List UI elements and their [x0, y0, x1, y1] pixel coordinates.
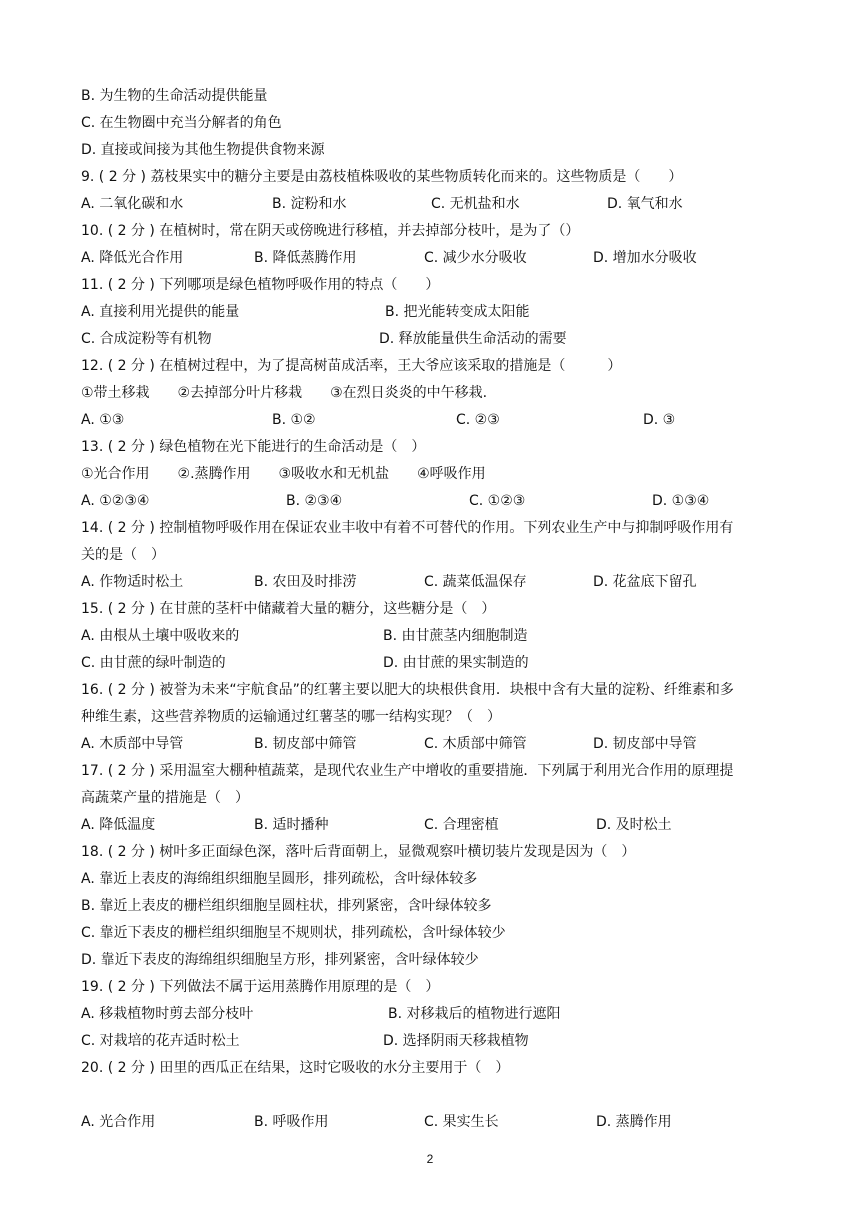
option: B. 韧皮部中筛管: [254, 736, 357, 752]
question-stem: 9. ( 2 分 ) 荔枝果实中的糖分主要是由荔枝植株吸收的某些物质转化而来的。这些物质是（ ）: [81, 169, 683, 185]
question-stem: 18. ( 2 分 ) 树叶多正面绿色深，落叶后背面朝上，显微观察叶横切装片发现是因为（ ）: [81, 844, 636, 860]
question-stem-continued: 关的是（ ）: [81, 547, 165, 563]
option: A. 靠近上表皮的海绵组织细胞呈圆形，排列疏松，含叶绿体较多: [81, 871, 478, 887]
option: D. 蒸腾作用: [596, 1114, 672, 1130]
question-stem: 19. ( 2 分 ) 下列做法不属于运用蒸腾作用原理的是（ ）: [81, 979, 440, 995]
option: D. 花盆底下留孔: [593, 574, 697, 590]
option: C. 减少水分吸收: [424, 250, 527, 266]
option-line: C. 在生物圈中充当分解者的角色: [81, 115, 282, 131]
option: B. 淀粉和水: [272, 196, 347, 212]
question-stem: 11. ( 2 分 ) 下列哪项是绿色植物呼吸作用的特点（ ）: [81, 277, 440, 293]
question-stem: 10. ( 2 分 ) 在植树时，常在阴天或傍晚进行移植，并去掉部分枝叶，是为了（）: [81, 223, 580, 239]
option: A. 降低光合作用: [81, 250, 184, 266]
option: D. 靠近下表皮的海绵组织细胞呈方形，排列紧密，含叶绿体较少: [81, 952, 479, 968]
option: C. 蔬菜低温保存: [424, 574, 527, 590]
question-stem-continued: 种维生素，这些营养物质的运输通过红薯茎的哪一结构实现？（ ）: [81, 709, 501, 725]
option: D. 选择阴雨天移栽植物: [383, 1033, 529, 1049]
option: A. 二氧化碳和水: [81, 196, 184, 212]
option: C. 木质部中筛管: [424, 736, 527, 752]
option: A. 由根从土壤中吸收来的: [81, 628, 240, 644]
option: A. 移栽植物时剪去部分枝叶: [81, 1006, 254, 1022]
option: B. 降低蒸腾作用: [254, 250, 357, 266]
question-stem-continued: 高蔬菜产量的措施是（ ）: [81, 790, 249, 806]
option: D. 及时松土: [596, 817, 672, 833]
option: D. 释放能量供生命活动的需要: [379, 331, 567, 347]
option: A. 木质部中导管: [81, 736, 184, 752]
option: D. ③: [643, 412, 676, 428]
option: D. 氧气和水: [607, 196, 683, 212]
question-stem: 13. ( 2 分 ) 绿色植物在光下能进行的生命活动是（ ）: [81, 439, 426, 455]
question-stem: 17. ( 2 分 ) 采用温室大棚种植蔬菜，是现代农业生产中增收的重要措施．下列属于利用光合作用的原理提: [81, 763, 734, 779]
question-choices-list: ①带土移栽 ②去掉部分叶片移栽 ③在烈日炎炎的中午移栽.: [81, 385, 488, 401]
option: B. 呼吸作用: [254, 1114, 329, 1130]
option: C. ①②③: [469, 493, 526, 509]
option: D. 由甘蔗的果实制造的: [383, 655, 529, 671]
option: B. 适时播种: [254, 817, 329, 833]
question-stem: 16. ( 2 分 ) 被誉为未来“宇航食品”的红薯主要以肥大的块根供食用．块根中含有大量的淀粉、纤维素和多: [81, 682, 734, 698]
option: A. ①③: [81, 412, 125, 428]
option: D. 增加水分吸收: [593, 250, 697, 266]
option: D. ①③④: [652, 493, 710, 509]
option: C. 靠近下表皮的栅栏组织细胞呈不规则状，排列疏松，含叶绿体较少: [81, 925, 506, 941]
option: C. 合理密植: [424, 817, 499, 833]
option: B. 对移栽后的植物进行遮阳: [388, 1006, 561, 1022]
option: A. 光合作用: [81, 1114, 156, 1130]
option: C. 对栽培的花卉适时松土: [81, 1033, 240, 1049]
option-line: D. 直接或间接为其他生物提供食物来源: [81, 142, 325, 158]
option: A. 作物适时松土: [81, 574, 184, 590]
option: C. 合成淀粉等有机物: [81, 331, 212, 347]
option: C. 由甘蔗的绿叶制造的: [81, 655, 226, 671]
option: B. ②③④: [286, 493, 343, 509]
option: A. 直接利用光提供的能量: [81, 304, 240, 320]
option: C. ②③: [456, 412, 500, 428]
question-stem: 15. ( 2 分 ) 在甘蔗的茎杆中储藏着大量的糖分，这些糖分是（ ）: [81, 601, 496, 617]
page-number: 2: [426, 1152, 434, 1166]
question-stem: 14. ( 2 分 ) 控制植物呼吸作用在保证农业丰收中有着不可替代的作用。下列农业生产中与抑制呼吸作用有: [81, 520, 734, 536]
option: B. 把光能转变成太阳能: [385, 304, 530, 320]
option: B. 靠近上表皮的栅栏组织细胞呈圆柱状，排列紧密，含叶绿体较多: [81, 898, 492, 914]
question-choices-list: ①光合作用 ②.蒸腾作用 ③吸收水和无机盐 ④呼吸作用: [81, 466, 486, 482]
option: C. 果实生长: [424, 1114, 499, 1130]
option: B. 农田及时排涝: [254, 574, 357, 590]
option: A. ①②③④: [81, 493, 150, 509]
option: D. 韧皮部中导管: [593, 736, 697, 752]
option: C. 无机盐和水: [431, 196, 520, 212]
option: B. 由甘蔗茎内细胞制造: [383, 628, 528, 644]
question-stem: 12. ( 2 分 ) 在植树过程中，为了提高树苗成活率，王大爷应该采取的措施是（ ）: [81, 358, 622, 374]
option: A. 降低温度: [81, 817, 156, 833]
question-stem: 20. ( 2 分 ) 田里的西瓜正在结果，这时它吸收的水分主要用于（ ）: [81, 1060, 510, 1076]
option-line: B. 为生物的生命活动提供能量: [81, 88, 268, 104]
option: B. ①②: [272, 412, 316, 428]
